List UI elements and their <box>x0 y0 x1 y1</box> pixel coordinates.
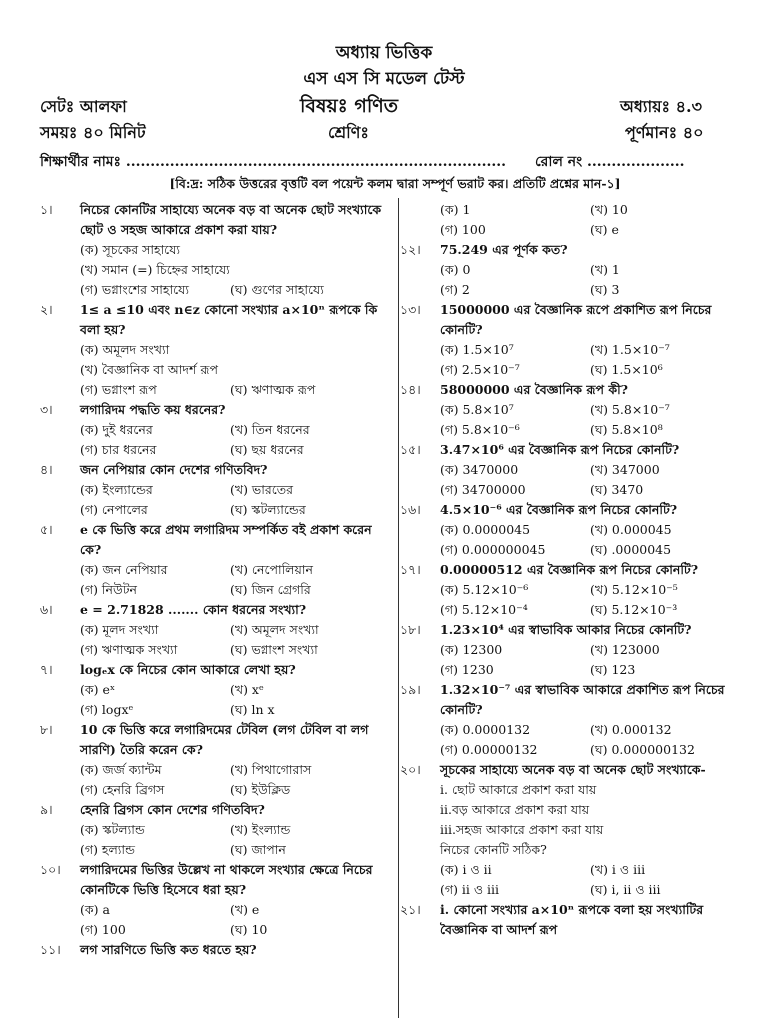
question-number: ৪। <box>40 462 53 477</box>
full-marks-label: পূর্ণমানঃ ৪০ <box>625 123 704 142</box>
instruction: [বি:দ্র: সঠিক উত্তরের বৃত্তটি বল পয়েন্ট কলম দ্বারা সম্পূর্ণ ভরাট কর। প্রতিটি প্রশ্নের মান-১] <box>169 176 621 191</box>
option[interactable]: নিচের কোনটি সঠিক? <box>440 842 547 857</box>
option[interactable]: (গ) নিউটন <box>80 582 137 597</box>
question-item <box>40 860 390 940</box>
class-label: শ্রেণিঃ <box>328 123 369 142</box>
option[interactable]: (গ) হেনরি ব্রিগস <box>80 782 165 797</box>
question-text: 1.32×10⁻⁷ এর স্বাভাবিক আকারে প্রকাশিত রূপ নিচের কোনটি? <box>440 682 725 717</box>
option[interactable]: (ঘ) e <box>590 222 619 237</box>
question-text: 58000000 এর বৈজ্ঞানিক রূপ কী? <box>440 382 628 397</box>
question-item <box>400 200 745 240</box>
option[interactable]: (গ) 34700000 <box>440 482 526 497</box>
option[interactable]: (ক) জর্জ ক্যান্টম <box>80 762 162 777</box>
set-label: সেটঃ আলফা <box>40 97 127 116</box>
question-item <box>400 240 745 300</box>
question-item <box>40 200 390 300</box>
option[interactable]: (গ) 5.12×10⁻⁴ <box>440 602 528 617</box>
question-number: ১১। <box>40 942 61 957</box>
option[interactable]: (ঘ) গুণের সাহায্যে <box>230 282 324 297</box>
option[interactable]: (খ) xᵉ <box>230 682 264 697</box>
roll-field[interactable]: রোল নং .................... <box>535 154 685 170</box>
column-divider <box>398 198 399 1018</box>
option[interactable]: (খ) 10 <box>590 202 628 217</box>
option[interactable]: (গ) 2.5×10⁻⁷ <box>440 362 520 377</box>
question-number: ৩। <box>40 402 53 417</box>
left-column <box>40 200 390 960</box>
option[interactable]: (খ) ইংল্যান্ড <box>230 822 291 837</box>
question-text: লগারিদম পদ্ধতি কয় ধরনের? <box>80 402 226 417</box>
option[interactable]: (ক) 0.0000045 <box>440 522 531 537</box>
option[interactable]: (ঘ) জাপান <box>230 842 286 857</box>
question-item <box>40 520 390 600</box>
question-number: ১৪। <box>400 382 421 397</box>
option[interactable]: (ক) দুই ধরনের <box>80 422 153 437</box>
question-item <box>400 300 745 380</box>
option[interactable]: (ক) i ও ii <box>440 862 492 877</box>
option[interactable]: (গ) 100 <box>80 922 126 937</box>
question-item <box>400 440 745 500</box>
option[interactable]: (ঘ) ঋণাত্মক রূপ <box>230 382 316 397</box>
option[interactable]: (ক) 5.12×10⁻⁶ <box>440 582 529 597</box>
option[interactable]: ii.বড় আকারে প্রকাশ করা যায় <box>440 802 590 817</box>
option[interactable]: (গ) চার ধরনের <box>80 442 157 457</box>
question-text: হেনরি ব্রিগস কোন দেশের গণিতবিদ? <box>80 802 265 817</box>
question-text: 15000000 এর বৈজ্ঞানিক রূপে প্রকাশিত রূপ নিচের কোনটি? <box>440 302 712 337</box>
option[interactable]: (ক) 3470000 <box>440 462 519 477</box>
question-text: 0.00000512 এর বৈজ্ঞানিক রূপ নিচের কোনটি? <box>440 562 699 577</box>
option[interactable]: (গ) 2 <box>440 282 470 297</box>
option[interactable]: (খ) 5.8×10⁻⁷ <box>590 402 670 417</box>
question-item <box>400 560 745 620</box>
option[interactable]: i. ছোট আকারে প্রকাশ করা যায় <box>440 782 597 797</box>
option[interactable]: (ঘ) ভগ্নাংশ সংখ্যা <box>230 642 318 657</box>
question-number: ২১। <box>400 902 421 917</box>
option[interactable]: (ক) 1 <box>440 202 471 217</box>
question-text: logₑx কে নিচের কোন আকারে লেখা হয়? <box>80 662 296 677</box>
option[interactable]: (ঘ) স্কটল্যান্ডের <box>230 502 306 517</box>
option[interactable]: (গ) নেপালের <box>80 502 148 517</box>
option[interactable]: (গ) logxᵉ <box>80 702 134 717</box>
question-text: জন নেপিয়ার কোন দেশের গণিতবিদ? <box>80 462 268 477</box>
option[interactable]: (ঘ) 0.000000132 <box>590 742 695 757</box>
question-item <box>40 720 390 800</box>
question-number: ৫। <box>40 522 53 537</box>
question-item <box>40 600 390 660</box>
question-number: ৮। <box>40 722 53 737</box>
option[interactable]: (ঘ) i, ii ও iii <box>590 882 661 897</box>
question-number: ৭। <box>40 662 53 677</box>
question-text: 10 কে ভিত্তি করে লগারিদমের টেবিল (লগ টেবিল বা লগ সারণি) তৈরি করেন কে? <box>80 722 369 757</box>
option[interactable]: (ক) জন নেপিয়ার <box>80 562 168 577</box>
question-number: ২০। <box>400 762 421 777</box>
option[interactable]: (খ) ভারতের <box>230 482 294 497</box>
option[interactable]: (ক) সূচকের সাহায্যে <box>80 242 181 257</box>
option[interactable]: (গ) ভগ্নাংশ রূপ <box>80 382 157 397</box>
option[interactable]: (খ) বৈজ্ঞানিক বা আদর্শ রূপ <box>80 362 218 377</box>
option[interactable]: (ঘ) .0000045 <box>590 542 672 557</box>
time-label: সময়ঃ ৪০ মিনিট <box>40 123 146 142</box>
option[interactable]: (গ) 5.8×10⁻⁶ <box>440 422 520 437</box>
option[interactable]: (খ) 347000 <box>590 462 660 477</box>
option[interactable]: (খ) 1 <box>590 262 620 277</box>
question-item <box>400 760 745 900</box>
option[interactable]: (গ) 1230 <box>440 662 494 677</box>
question-number: ১০। <box>40 862 61 877</box>
option[interactable]: (ঘ) 5.12×10⁻³ <box>590 602 678 617</box>
option[interactable]: (গ) ঋণাত্মক সংখ্যা <box>80 642 178 657</box>
question-text: 1≤ a ≤10 এবং n∈z কোনো সংখ্যার a×10ⁿ রূপকে কি বলা হয়? <box>80 302 378 337</box>
option[interactable]: (খ) i ও iii <box>590 862 646 877</box>
question-text: 4.5×10⁻⁶ এর বৈজ্ঞানিক রূপ নিচের কোনটি? <box>440 502 678 517</box>
option[interactable]: (ক) 12300 <box>440 642 503 657</box>
question-item <box>40 400 390 460</box>
question-number: ১৫। <box>400 442 421 457</box>
question-number: ১৯। <box>400 682 421 697</box>
question-text: i. কোনো সংখ্যার a×10ⁿ রূপকে বলা হয় সংখ্যাটির বৈজ্ঞানিক বা আদর্শ রূপ <box>440 902 704 937</box>
option[interactable]: (ঘ) 3470 <box>590 482 644 497</box>
subject-label: বিষয়ঃ গণিত <box>300 95 399 117</box>
option[interactable]: (ঘ) 5.8×10⁸ <box>590 422 663 437</box>
option[interactable]: (খ) 5.12×10⁻⁵ <box>590 582 678 597</box>
option[interactable]: (ক) স্কটল্যান্ড <box>80 822 145 837</box>
exam-subtitle: এস এস সি মডেল টেস্ট <box>303 69 465 89</box>
question-number: ১৭। <box>400 562 421 577</box>
option[interactable]: (ঘ) জিন গ্রেগরি <box>230 582 311 597</box>
question-text: 75.249 এর পূর্ণক কত? <box>440 242 568 257</box>
option[interactable]: (গ) ভগ্নাংশের সাহায্যে <box>80 282 189 297</box>
option[interactable]: (ক) 0 <box>440 262 471 277</box>
question-text: সূচকের সাহায্যে অনেক বড় বা অনেক ছোট সংখ্যাকে- <box>440 762 706 777</box>
option[interactable]: (খ) 0.000045 <box>590 522 672 537</box>
option[interactable]: (খ) নেপোলিয়ান <box>230 562 313 577</box>
question-number: ১৬। <box>400 502 421 517</box>
option[interactable]: (ঘ) ln x <box>230 702 275 717</box>
option[interactable]: (ক) 5.8×10⁷ <box>440 402 514 417</box>
student-name-field[interactable]: শিক্ষার্থীর নামঃ .............................................................................. <box>40 154 507 170</box>
option[interactable]: (ঘ) 123 <box>590 662 636 677</box>
option[interactable]: (খ) সমান (=) চিহ্নের সাহায্যে <box>80 262 230 277</box>
question-number: ১২। <box>400 242 421 257</box>
question-text: 1.23×10⁴ এর স্বাভাবিক আকার নিচের কোনটি? <box>440 622 692 637</box>
option[interactable]: (ক) ইংল্যান্ডের <box>80 482 153 497</box>
question-text: নিচের কোনটির সাহায্যে অনেক বড় বা অনেক ছোট সংখ্যাকে ছোট ও সহজ আকারে প্রকাশ করা যায়? <box>80 202 382 237</box>
question-item <box>40 300 390 400</box>
option[interactable]: (খ) তিন ধরনের <box>230 422 310 437</box>
question-item <box>40 460 390 520</box>
option[interactable]: (ক) অমূলদ সংখ্যা <box>80 342 170 357</box>
question-text: লগ সারণিতে ভিত্তি কত ধরতে হয়? <box>80 942 257 957</box>
option[interactable]: (খ) 0.000132 <box>590 722 672 737</box>
option[interactable]: (গ) 0.000000045 <box>440 542 546 557</box>
question-text: e কে ভিত্তি করে প্রথম লগারিদম সম্পর্কিত বই প্রকাশ করেন কে? <box>80 522 372 557</box>
option[interactable]: (গ) হল্যান্ড <box>80 842 136 857</box>
question-text: লগারিদমের ভিত্তির উল্লেখ না থাকলে সংখ্যার ক্ষেত্রে নিচের কোনটিকে ভিত্তি হিসেবে ধরা হয়? <box>80 862 373 897</box>
option[interactable]: (গ) ii ও iii <box>440 882 500 897</box>
option[interactable]: (গ) 0.00000132 <box>440 742 538 757</box>
chapter-label: অধ্যায়ঃ ৪.৩ <box>620 97 702 116</box>
question-item <box>400 900 745 940</box>
question-text: 3.47×10⁶ এর বৈজ্ঞানিক রূপ নিচের কোনটি? <box>440 442 680 457</box>
exam-title: অধ্যায় ভিত্তিক <box>335 43 433 63</box>
question-number: ১৮। <box>400 622 421 637</box>
question-number: ১৩। <box>400 302 421 317</box>
question-text: e = 2.71828 ....... কোন ধরনের সংখ্যা? <box>80 602 307 617</box>
option[interactable]: (ক) 0.0000132 <box>440 722 531 737</box>
question-number: ১। <box>40 202 53 217</box>
option[interactable]: (খ) অমূলদ সংখ্যা <box>230 622 319 637</box>
question-item <box>40 660 390 720</box>
option[interactable]: (ঘ) ছয় ধরনের <box>230 442 304 457</box>
question-number: ৬। <box>40 602 53 617</box>
option[interactable]: (খ) e <box>230 902 260 917</box>
question-item <box>400 620 745 680</box>
question-item <box>400 380 745 440</box>
option[interactable]: (ক) মূলদ সংখ্যা <box>80 622 159 637</box>
option[interactable]: (ক) 1.5×10⁷ <box>440 342 514 357</box>
question-item <box>40 800 390 860</box>
option[interactable]: (ঘ) ইউক্লিড <box>230 782 291 797</box>
question-number: ৯। <box>40 802 53 817</box>
option[interactable]: iii.সহজ আকারে প্রকাশ করা যায় <box>440 822 604 837</box>
right-column <box>400 200 745 940</box>
question-item <box>400 680 745 760</box>
option[interactable]: (গ) 100 <box>440 222 486 237</box>
option[interactable]: (খ) 1.5×10⁻⁷ <box>590 342 670 357</box>
question-item <box>40 940 390 960</box>
option[interactable]: (ক) eˣ <box>80 682 116 697</box>
option[interactable]: (ঘ) 1.5×10⁶ <box>590 362 663 377</box>
question-item <box>400 500 745 560</box>
option[interactable]: (খ) পিথাগোরাস <box>230 762 312 777</box>
option[interactable]: (খ) 123000 <box>590 642 660 657</box>
option[interactable]: (ঘ) 10 <box>230 922 268 937</box>
question-number: ২। <box>40 302 53 317</box>
option[interactable]: (ক) a <box>80 902 110 917</box>
option[interactable]: (ঘ) 3 <box>590 282 620 297</box>
